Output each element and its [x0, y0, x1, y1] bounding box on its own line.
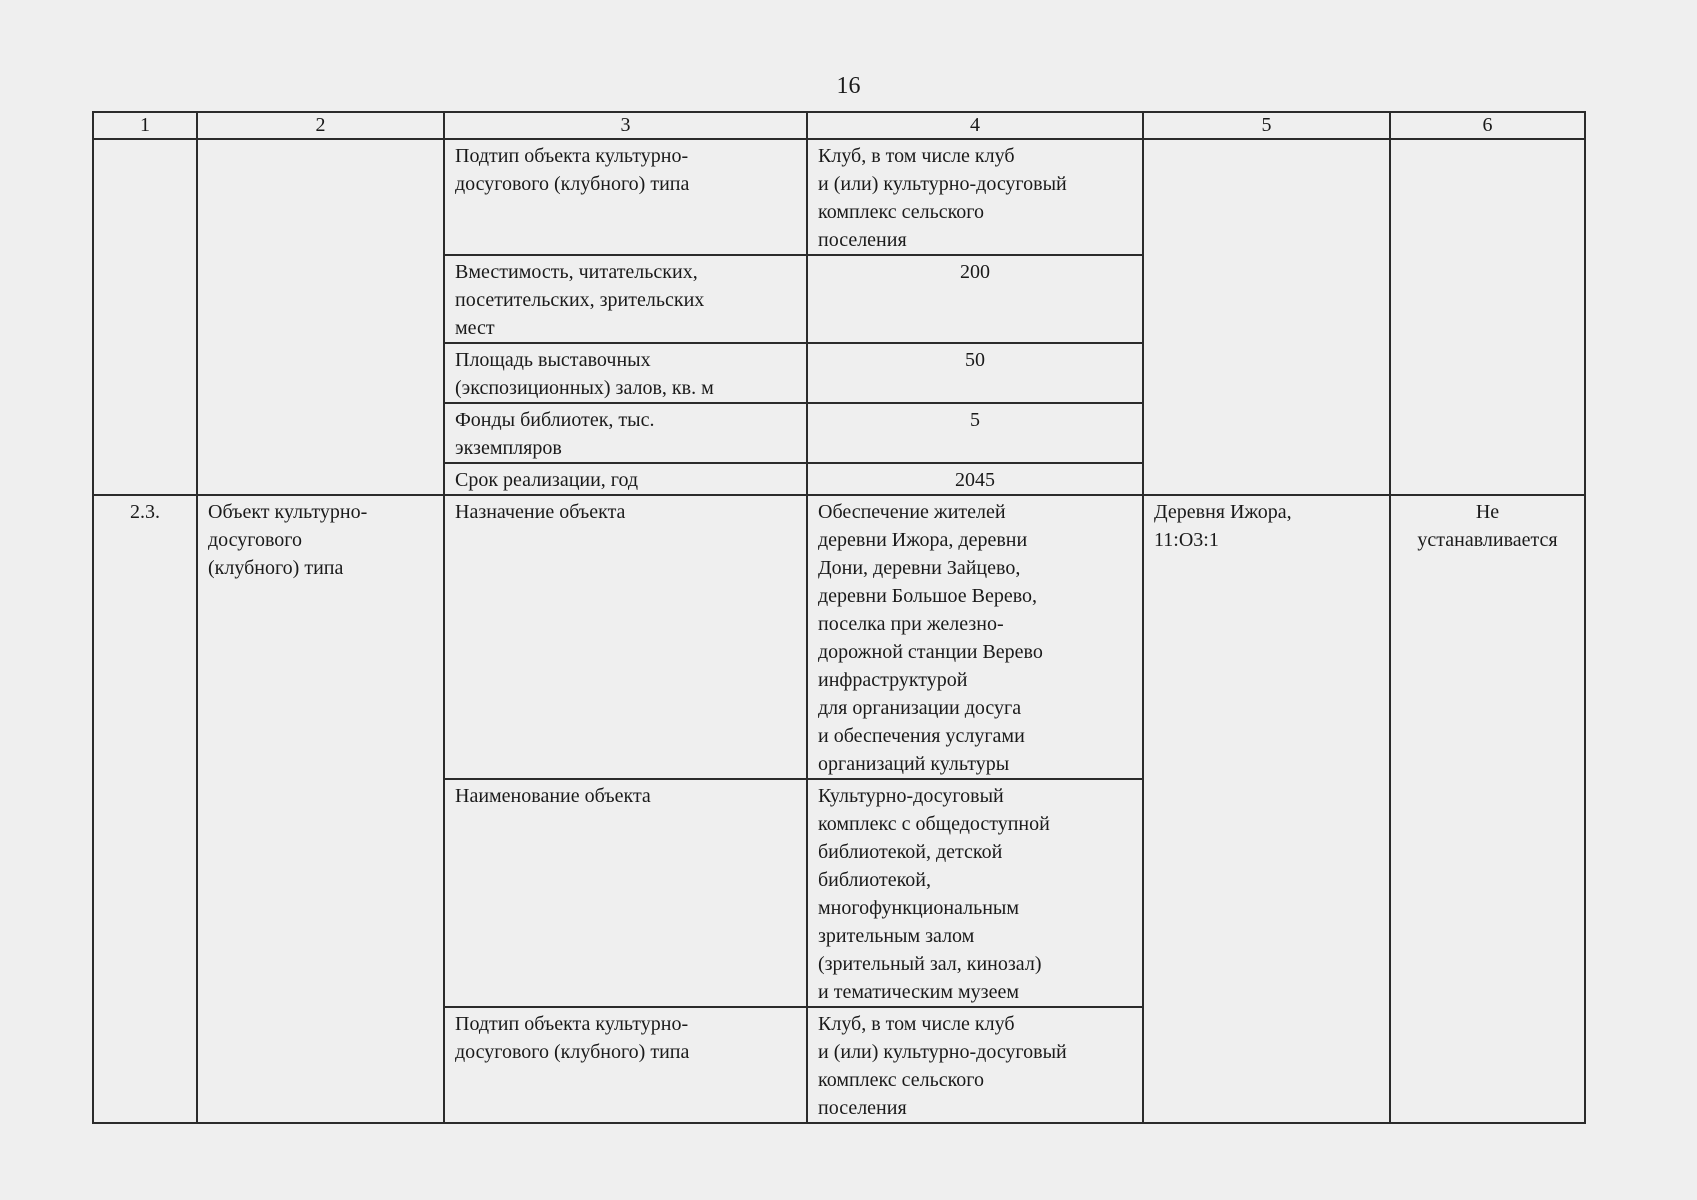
column-header: 3: [444, 112, 807, 139]
value-cell: 2045: [807, 463, 1143, 495]
location-cell: Деревня Ижора, 11:О3:1: [1143, 495, 1390, 1123]
table-header-row: [93, 112, 1585, 139]
objects-table: [92, 111, 1586, 1124]
column-header: 6: [1390, 112, 1585, 139]
value-cell: 200: [807, 255, 1143, 343]
param-cell: Фонды библиотек, тыс. экземпляров: [444, 403, 807, 463]
object-name-cell: [197, 139, 444, 495]
location-cell: [1143, 139, 1390, 495]
number-cell: [93, 139, 197, 495]
number-cell: 2.3.: [93, 495, 197, 1123]
param-cell: Подтип объекта культурно- досугового (клубного) типа: [444, 1007, 807, 1123]
column-header: 4: [807, 112, 1143, 139]
table-row: [93, 495, 1585, 779]
column-header: 1: [93, 112, 197, 139]
param-cell: Срок реализации, год: [444, 463, 807, 495]
param-cell: Площадь выставочных (экспозиционных) залов, кв. м: [444, 343, 807, 403]
value-cell: Клуб, в том числе клуб и (или) культурно-досуговый комплекс сельского поселения: [807, 1007, 1143, 1123]
zone-cell: Не устанавливается: [1390, 495, 1585, 1123]
value-cell: 5: [807, 403, 1143, 463]
page-number: 16: [836, 73, 861, 99]
param-cell: Подтип объекта культурно- досугового (клубного) типа: [444, 139, 807, 255]
table-row: [93, 139, 1585, 255]
value-cell: Обеспечение жителей деревни Ижора, деревни Дони, деревни Зайцево, деревни Большое Верево, поселка при железно- дорожной станции Верево инфраструктурой для организации досуга и обеспечения услугами организаций культуры: [807, 495, 1143, 779]
column-header: 5: [1143, 112, 1390, 139]
param-cell: Вместимость, читательских, посетительских, зрительских мест: [444, 255, 807, 343]
object-name-cell: Объект культурно- досугового (клубного) типа: [197, 495, 444, 1123]
value-cell: 50: [807, 343, 1143, 403]
param-cell: Наименование объекта: [444, 779, 807, 1007]
value-cell: Клуб, в том числе клуб и (или) культурно-досуговый комплекс сельского поселения: [807, 139, 1143, 255]
value-cell: Культурно-досуговый комплекс с общедоступной библиотекой, детской библиотекой, многофункциональным зрительным залом (зрительный зал, кинозал) и тематическим музеем: [807, 779, 1143, 1007]
column-header: 2: [197, 112, 444, 139]
zone-cell: [1390, 139, 1585, 495]
param-cell: Назначение объекта: [444, 495, 807, 779]
